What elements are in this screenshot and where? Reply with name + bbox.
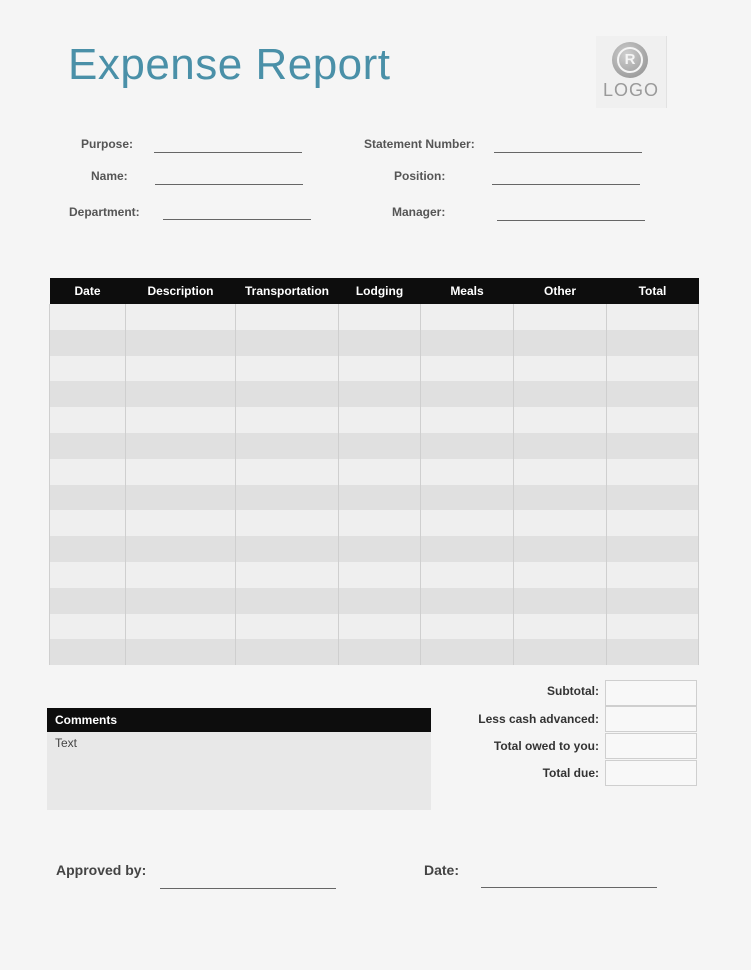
approved-by-label: Approved by: [56, 862, 147, 878]
table-cell[interactable] [339, 330, 421, 356]
table-row [50, 330, 699, 356]
table-row [50, 485, 699, 511]
table-cell[interactable] [126, 614, 236, 640]
table-cell[interactable] [50, 381, 126, 407]
table-cell[interactable] [607, 407, 699, 433]
col-transportation-header: Transportation [236, 278, 339, 304]
table-cell[interactable] [514, 407, 607, 433]
table-cell[interactable] [50, 536, 126, 562]
table-cell[interactable] [339, 614, 421, 640]
table-cell[interactable] [339, 639, 421, 665]
table-cell[interactable] [126, 330, 236, 356]
manager-label: Manager: [392, 205, 446, 219]
table-cell[interactable] [50, 433, 126, 459]
table-cell[interactable] [421, 459, 514, 485]
total-due-field[interactable] [605, 760, 697, 786]
col-date-header: Date [50, 278, 126, 304]
table-cell[interactable] [126, 562, 236, 588]
subtotal-label: Subtotal: [547, 684, 599, 698]
table-cell[interactable] [339, 536, 421, 562]
manager-field[interactable] [497, 220, 645, 221]
table-cell[interactable] [607, 304, 699, 330]
page-title: Expense Report [68, 40, 391, 89]
table-cell[interactable] [514, 562, 607, 588]
table-cell[interactable] [339, 304, 421, 330]
table-cell[interactable] [514, 510, 607, 536]
approval-date-label: Date: [424, 862, 460, 878]
table-cell[interactable] [126, 510, 236, 536]
logo-text: LOGO [602, 80, 659, 100]
table-row [50, 407, 699, 433]
table-cell[interactable] [50, 407, 126, 433]
table-cell[interactable] [236, 639, 339, 665]
table-cell[interactable] [607, 588, 699, 614]
table-cell[interactable] [607, 330, 699, 356]
table-cell[interactable] [126, 639, 236, 665]
table-row [50, 433, 699, 459]
table-row [50, 588, 699, 614]
table-cell[interactable] [339, 485, 421, 511]
less-cash-advanced-field[interactable] [605, 706, 697, 732]
purpose-field[interactable] [154, 152, 302, 153]
table-cell[interactable] [339, 407, 421, 433]
table-cell[interactable] [126, 381, 236, 407]
total-owed-field[interactable] [605, 733, 697, 759]
table-row [50, 356, 699, 382]
table-cell[interactable] [514, 639, 607, 665]
table-cell[interactable] [421, 381, 514, 407]
table-cell[interactable] [421, 407, 514, 433]
table-row [50, 536, 699, 562]
purpose-label: Purpose: [81, 137, 134, 151]
table-cell[interactable] [421, 433, 514, 459]
table-cell[interactable] [607, 614, 699, 640]
department-label: Department: [69, 205, 140, 219]
company-logo [596, 36, 667, 108]
table-cell[interactable] [514, 330, 607, 356]
table-cell[interactable] [421, 356, 514, 382]
table-cell[interactable] [126, 433, 236, 459]
table-row [50, 510, 699, 536]
table-cell[interactable] [421, 562, 514, 588]
table-cell[interactable] [514, 433, 607, 459]
table-cell[interactable] [126, 485, 236, 511]
table-cell[interactable] [514, 356, 607, 382]
less-cash-advanced-label: Less cash advanced: [478, 712, 599, 726]
table-cell[interactable] [421, 304, 514, 330]
table-cell[interactable] [50, 588, 126, 614]
table-cell[interactable] [514, 536, 607, 562]
table-cell[interactable] [421, 536, 514, 562]
table-cell[interactable] [514, 459, 607, 485]
table-cell[interactable] [514, 588, 607, 614]
table-cell[interactable] [126, 304, 236, 330]
table-cell[interactable] [50, 304, 126, 330]
table-row [50, 459, 699, 485]
table-cell[interactable] [339, 459, 421, 485]
col-meals-header: Meals [421, 278, 514, 304]
table-row [50, 562, 699, 588]
table-cell[interactable] [421, 510, 514, 536]
table-cell[interactable] [514, 614, 607, 640]
table-cell[interactable] [126, 536, 236, 562]
table-cell[interactable] [126, 588, 236, 614]
table-cell[interactable] [50, 510, 126, 536]
table-cell[interactable] [514, 485, 607, 511]
table-cell[interactable] [50, 639, 126, 665]
table-cell[interactable] [236, 381, 339, 407]
table-cell[interactable] [236, 330, 339, 356]
table-cell[interactable] [50, 562, 126, 588]
table-header-row [50, 278, 699, 304]
table-cell[interactable] [339, 588, 421, 614]
table-row [50, 639, 699, 665]
registered-trademark-icon: R [612, 42, 648, 78]
table-cell[interactable] [607, 485, 699, 511]
comments-field[interactable]: Text [47, 732, 431, 810]
table-cell[interactable] [514, 304, 607, 330]
table-cell[interactable] [339, 381, 421, 407]
table-cell[interactable] [50, 356, 126, 382]
table-cell[interactable] [607, 433, 699, 459]
total-due-label: Total due: [542, 766, 599, 780]
table-cell[interactable] [236, 536, 339, 562]
table-cell[interactable] [236, 562, 339, 588]
table-cell[interactable] [236, 356, 339, 382]
table-cell[interactable] [421, 614, 514, 640]
table-cell[interactable] [50, 485, 126, 511]
table-cell[interactable] [421, 588, 514, 614]
total-owed-label: Total owed to you: [493, 739, 599, 753]
table-cell[interactable] [126, 407, 236, 433]
col-other-header: Other [514, 278, 607, 304]
table-row [50, 614, 699, 640]
comments-header: Comments [47, 708, 431, 732]
position-label: Position: [394, 169, 446, 183]
table-cell[interactable] [607, 536, 699, 562]
position-field[interactable] [492, 184, 640, 185]
table-cell[interactable] [236, 588, 339, 614]
table-cell[interactable] [607, 639, 699, 665]
col-total-header: Total [607, 278, 699, 304]
table-cell[interactable] [236, 485, 339, 511]
subtotal-field[interactable] [605, 680, 697, 706]
table-cell[interactable] [236, 433, 339, 459]
name-field[interactable] [155, 184, 303, 185]
table-cell[interactable] [50, 459, 126, 485]
table-cell[interactable] [339, 356, 421, 382]
approved-by-field[interactable] [160, 888, 336, 889]
table-cell[interactable] [607, 459, 699, 485]
table-cell[interactable] [607, 562, 699, 588]
table-row [50, 381, 699, 407]
table-cell[interactable] [236, 304, 339, 330]
table-cell[interactable] [421, 330, 514, 356]
statement-number-label: Statement Number: [364, 137, 475, 151]
table-cell[interactable] [50, 614, 126, 640]
table-cell[interactable] [236, 510, 339, 536]
statement-number-field[interactable] [494, 152, 642, 153]
table-cell[interactable] [126, 459, 236, 485]
table-cell[interactable] [421, 639, 514, 665]
department-field[interactable] [163, 219, 311, 220]
table-cell[interactable] [236, 459, 339, 485]
name-label: Name: [91, 169, 128, 183]
table-row [50, 304, 699, 330]
table-cell[interactable] [421, 485, 514, 511]
table-cell[interactable] [514, 381, 607, 407]
table-cell[interactable] [339, 433, 421, 459]
approval-date-field[interactable] [481, 887, 657, 888]
table-cell[interactable] [339, 562, 421, 588]
col-lodging-header: Lodging [339, 278, 421, 304]
table-cell[interactable] [607, 381, 699, 407]
expense-table [49, 278, 699, 665]
table-cell[interactable] [236, 407, 339, 433]
table-cell[interactable] [607, 356, 699, 382]
table-cell[interactable] [339, 510, 421, 536]
table-cell[interactable] [236, 614, 339, 640]
table-cell[interactable] [50, 330, 126, 356]
table-cell[interactable] [607, 510, 699, 536]
col-description-header: Description [126, 278, 236, 304]
table-cell[interactable] [126, 356, 236, 382]
